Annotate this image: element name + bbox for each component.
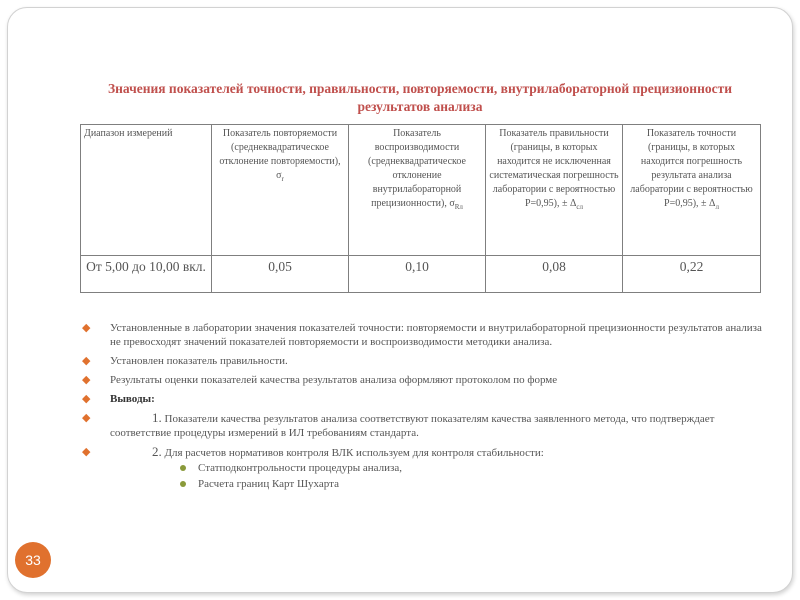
list-item: Статподконтрольности процедуры анализа, — [180, 461, 762, 475]
bullet-icon: ◆ — [82, 374, 91, 386]
cell-repeatability: 0,05 — [212, 256, 349, 293]
bullet-icon: ◆ — [82, 446, 91, 458]
list-item: ◆ 2. Для расчетов нормативов контроля ВЛК используем для контроля стабильности: Статподконтрольности процедуры анализа, Расчета границ Карт Шухарта — [82, 445, 762, 491]
list-item: ◆ 1. Показатели качества результатов анализа соответствуют показателям качества заявленного метода, что подтверждает соответствие процедуры измерений в ИЛ требованиям стандарта. — [82, 410, 715, 439]
list-item: ◆ Установленные в лаборатории значения показателей точности: повторяемости и внутрилабораторной прецизионности результатов анализа не превосходят значений показателей повторяемости и воспроизводимости методики анализа. — [82, 322, 762, 348]
bullet-icon: ◆ — [82, 393, 91, 405]
list-item: ◆ Установлен показатель правильности. — [82, 355, 288, 367]
conclusions-heading: Выводы: — [110, 393, 155, 405]
table-row — [81, 256, 761, 293]
table-header-row — [81, 125, 761, 256]
sub-bullet-list — [110, 461, 762, 491]
bullet-icon: ◆ — [82, 355, 91, 367]
bullet-icon: ◆ — [82, 412, 91, 424]
header-repeatability: Показатель повторяемости (среднеквадратическое отклонение повторяемости), $\sigma_r$ — [212, 125, 349, 256]
list-item — [82, 392, 762, 406]
header-measurement-range: Диапазон измерений — [81, 125, 212, 256]
circle-bullet-icon — [180, 465, 186, 471]
cell-range: От 5,00 до 10,00 вкл. — [81, 256, 212, 293]
circle-bullet-icon — [180, 481, 186, 487]
results-table — [80, 124, 761, 293]
cell-reproducibility: 0,10 — [349, 256, 486, 293]
cell-trueness: 0,08 — [486, 256, 623, 293]
bullet-list — [82, 321, 762, 496]
header-trueness: Показатель правильности (границы, в которых находится не исключенная систематическая погрешность лаборатории с вероятностью Р=0,95), ± $\Delta_{сл}$ — [486, 125, 623, 256]
header-reproducibility: Показатель воспроизводимости (среднеквадратическое отклонение внутрилабораторной прецизионности), $\sigma_{Rл}$ — [349, 125, 486, 256]
list-item: Расчета границ Карт Шухарта — [180, 477, 762, 491]
bullet-icon: ◆ — [82, 322, 91, 334]
page-number-badge: 33 — [15, 542, 51, 578]
cell-accuracy: 0,22 — [623, 256, 761, 293]
list-item: ◆ Результаты оценки показателей качества результатов анализа оформляют протоколом по форме — [82, 374, 558, 386]
header-accuracy: Показатель точности (границы, в которых находится погрешность результата анализа лаборатории с вероятностью Р=0,95), ± $\Delta_л$ — [623, 125, 761, 256]
slide-title: Значения показателей точности, правильности, повторяемости, внутрилабораторной прецизионности результатов анализа — [107, 81, 733, 114]
